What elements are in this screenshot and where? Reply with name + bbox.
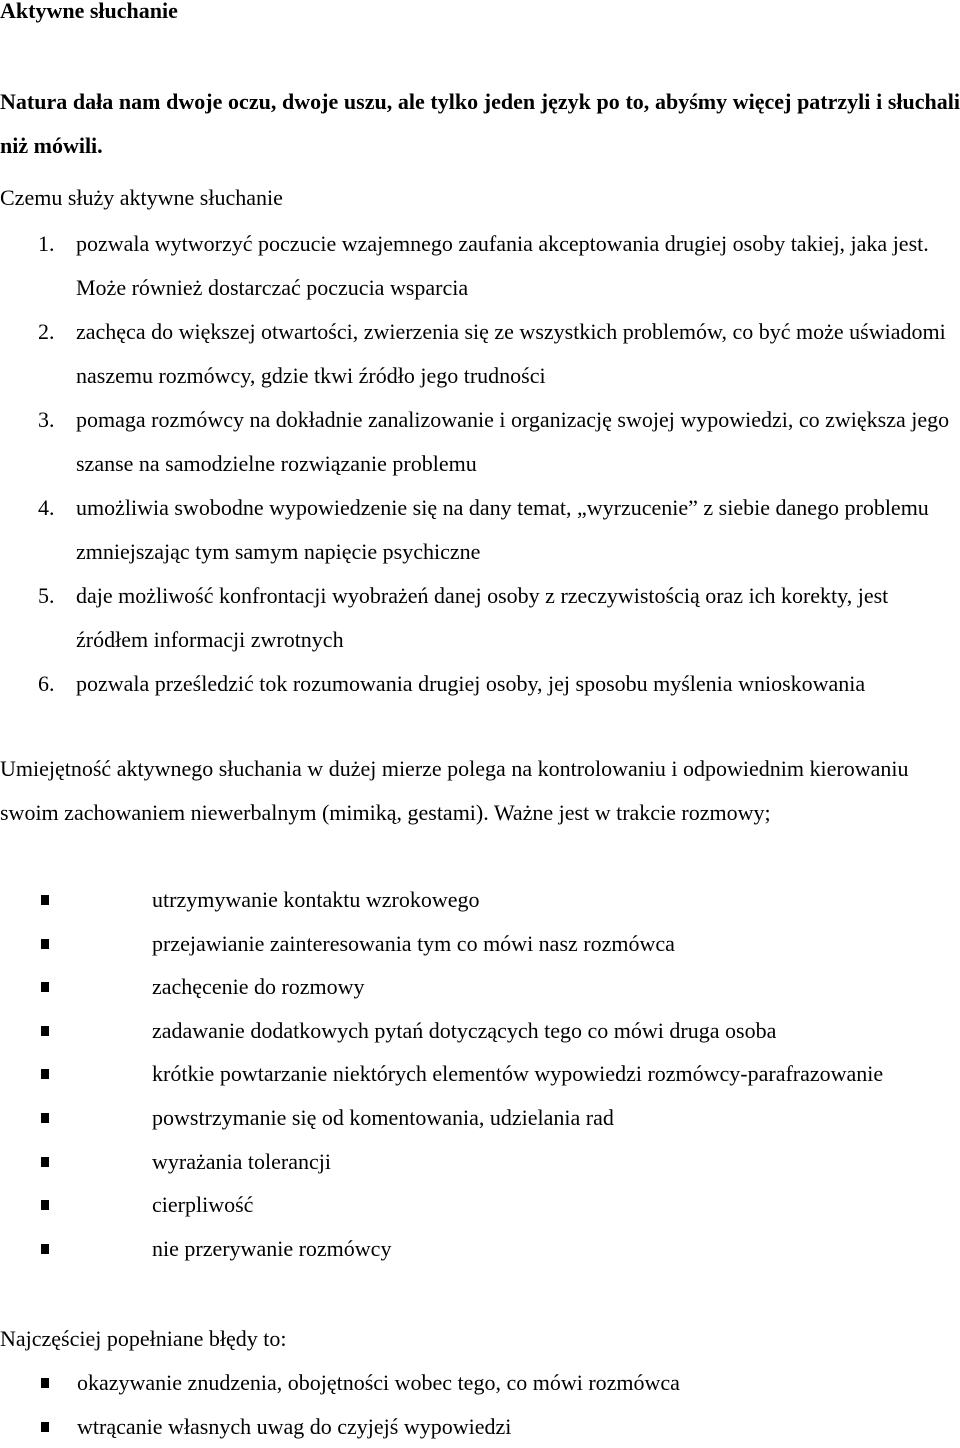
item-text: zadawanie dodatkowych pytań dotyczących tego co mówi druga osoba — [152, 1018, 776, 1043]
purpose-list — [0, 222, 960, 706]
item-number: 3. — [38, 398, 55, 442]
item-number: 2. — [38, 310, 55, 354]
square-bullet-icon — [41, 1422, 49, 1432]
item-text: cierpliwość — [152, 1192, 253, 1217]
list-item — [0, 965, 960, 1009]
square-bullet-icon — [41, 982, 49, 992]
square-bullet-icon — [41, 895, 49, 905]
square-bullet-icon — [41, 1157, 49, 1167]
skill-paragraph: Umiejętność aktywnego słuchania w dużej mierze polega na kontrolowaniu i odpowiednim kierowaniu swoim zachowaniem niewerbalnym (mimiką, gestami). Ważne jest w trakcie rozmowy; — [0, 747, 960, 835]
item-number: 5. — [38, 574, 55, 618]
square-bullet-icon — [41, 1026, 49, 1036]
list-item — [0, 1227, 960, 1271]
item-number: 1. — [38, 222, 55, 266]
item-text: krótkie powtarzanie niektórych elementów wypowiedzi rozmówcy-parafrazowanie — [152, 1061, 883, 1086]
item-text: umożliwia swobodne wypowiedzenie się na dany temat, „wyrzucenie” z siebie danego problemu zmniejszając tym samym napięcie psychiczne — [76, 495, 929, 564]
square-bullet-icon — [41, 1200, 49, 1210]
document-title: Aktywne słuchanie — [0, 0, 178, 29]
item-text: daje możliwość konfrontacji wyobrażeń danej osoby z rzeczywistością oraz ich korekty, jest źródłem informacji zwrotnych — [76, 583, 888, 652]
item-text: wyrażania tolerancji — [152, 1149, 331, 1174]
errors-list — [0, 1361, 960, 1448]
list-item — [0, 1096, 960, 1140]
purpose-item — [0, 222, 960, 310]
list-item — [0, 1009, 960, 1053]
item-text: pomaga rozmówcy na dokładnie zanalizowanie i organizację swojej wypowiedzi, co zwiększa jego szanse na samodzielne rozwiązanie problemu — [76, 407, 949, 476]
list-item — [0, 1140, 960, 1184]
square-bullet-icon — [41, 1069, 49, 1079]
item-text: wtrącanie własnych uwag do czyjejś wypowiedzi — [77, 1414, 511, 1439]
opening-quote: Natura dała nam dwoje oczu, dwoje uszu, ale tylko jeden język po to, abyśmy więcej patrzyli i słuchali niż mówili. — [0, 80, 960, 167]
item-text: utrzymywanie kontaktu wzrokowego — [152, 887, 479, 912]
item-text: powstrzymanie się od komentowania, udzielania rad — [152, 1105, 614, 1130]
item-text: pozwala prześledzić tok rozumowania drugiej osoby, jej sposobu myślenia wnioskowania — [76, 671, 865, 696]
purpose-item — [0, 662, 960, 706]
purpose-item — [0, 310, 960, 398]
list-item — [0, 878, 960, 922]
square-bullet-icon — [41, 1113, 49, 1123]
list-item — [0, 1183, 960, 1227]
purpose-heading: Czemu służy aktywne słuchanie — [0, 180, 283, 216]
square-bullet-icon — [41, 939, 49, 949]
square-bullet-icon — [41, 1378, 49, 1388]
purpose-item — [0, 574, 960, 662]
list-item — [0, 1361, 960, 1405]
item-text: zachęca do większej otwartości, zwierzenia się ze wszystkich problemów, co być może uświadomi naszemu rozmówcy, gdzie tkwi źródło jego trudności — [76, 319, 946, 388]
list-item — [0, 922, 960, 966]
list-item — [0, 1405, 960, 1448]
item-number: 4. — [38, 486, 55, 530]
item-number: 6. — [38, 662, 55, 706]
important-list — [0, 878, 960, 1270]
purpose-item — [0, 486, 960, 574]
errors-heading: Najczęściej popełniane błędy to: — [0, 1317, 287, 1361]
list-item — [0, 1052, 960, 1096]
square-bullet-icon — [41, 1244, 49, 1254]
item-text: okazywanie znudzenia, obojętności wobec tego, co mówi rozmówca — [77, 1370, 680, 1395]
item-text: pozwala wytworzyć poczucie wzajemnego zaufania akceptowania drugiej osoby takiej, jaka jest. Może również dostarczać poczucia wsparcia — [76, 231, 929, 300]
item-text: przejawianie zainteresowania tym co mówi nasz rozmówca — [152, 931, 675, 956]
purpose-item — [0, 398, 960, 486]
item-text: nie przerywanie rozmówcy — [152, 1236, 391, 1261]
item-text: zachęcenie do rozmowy — [152, 974, 365, 999]
